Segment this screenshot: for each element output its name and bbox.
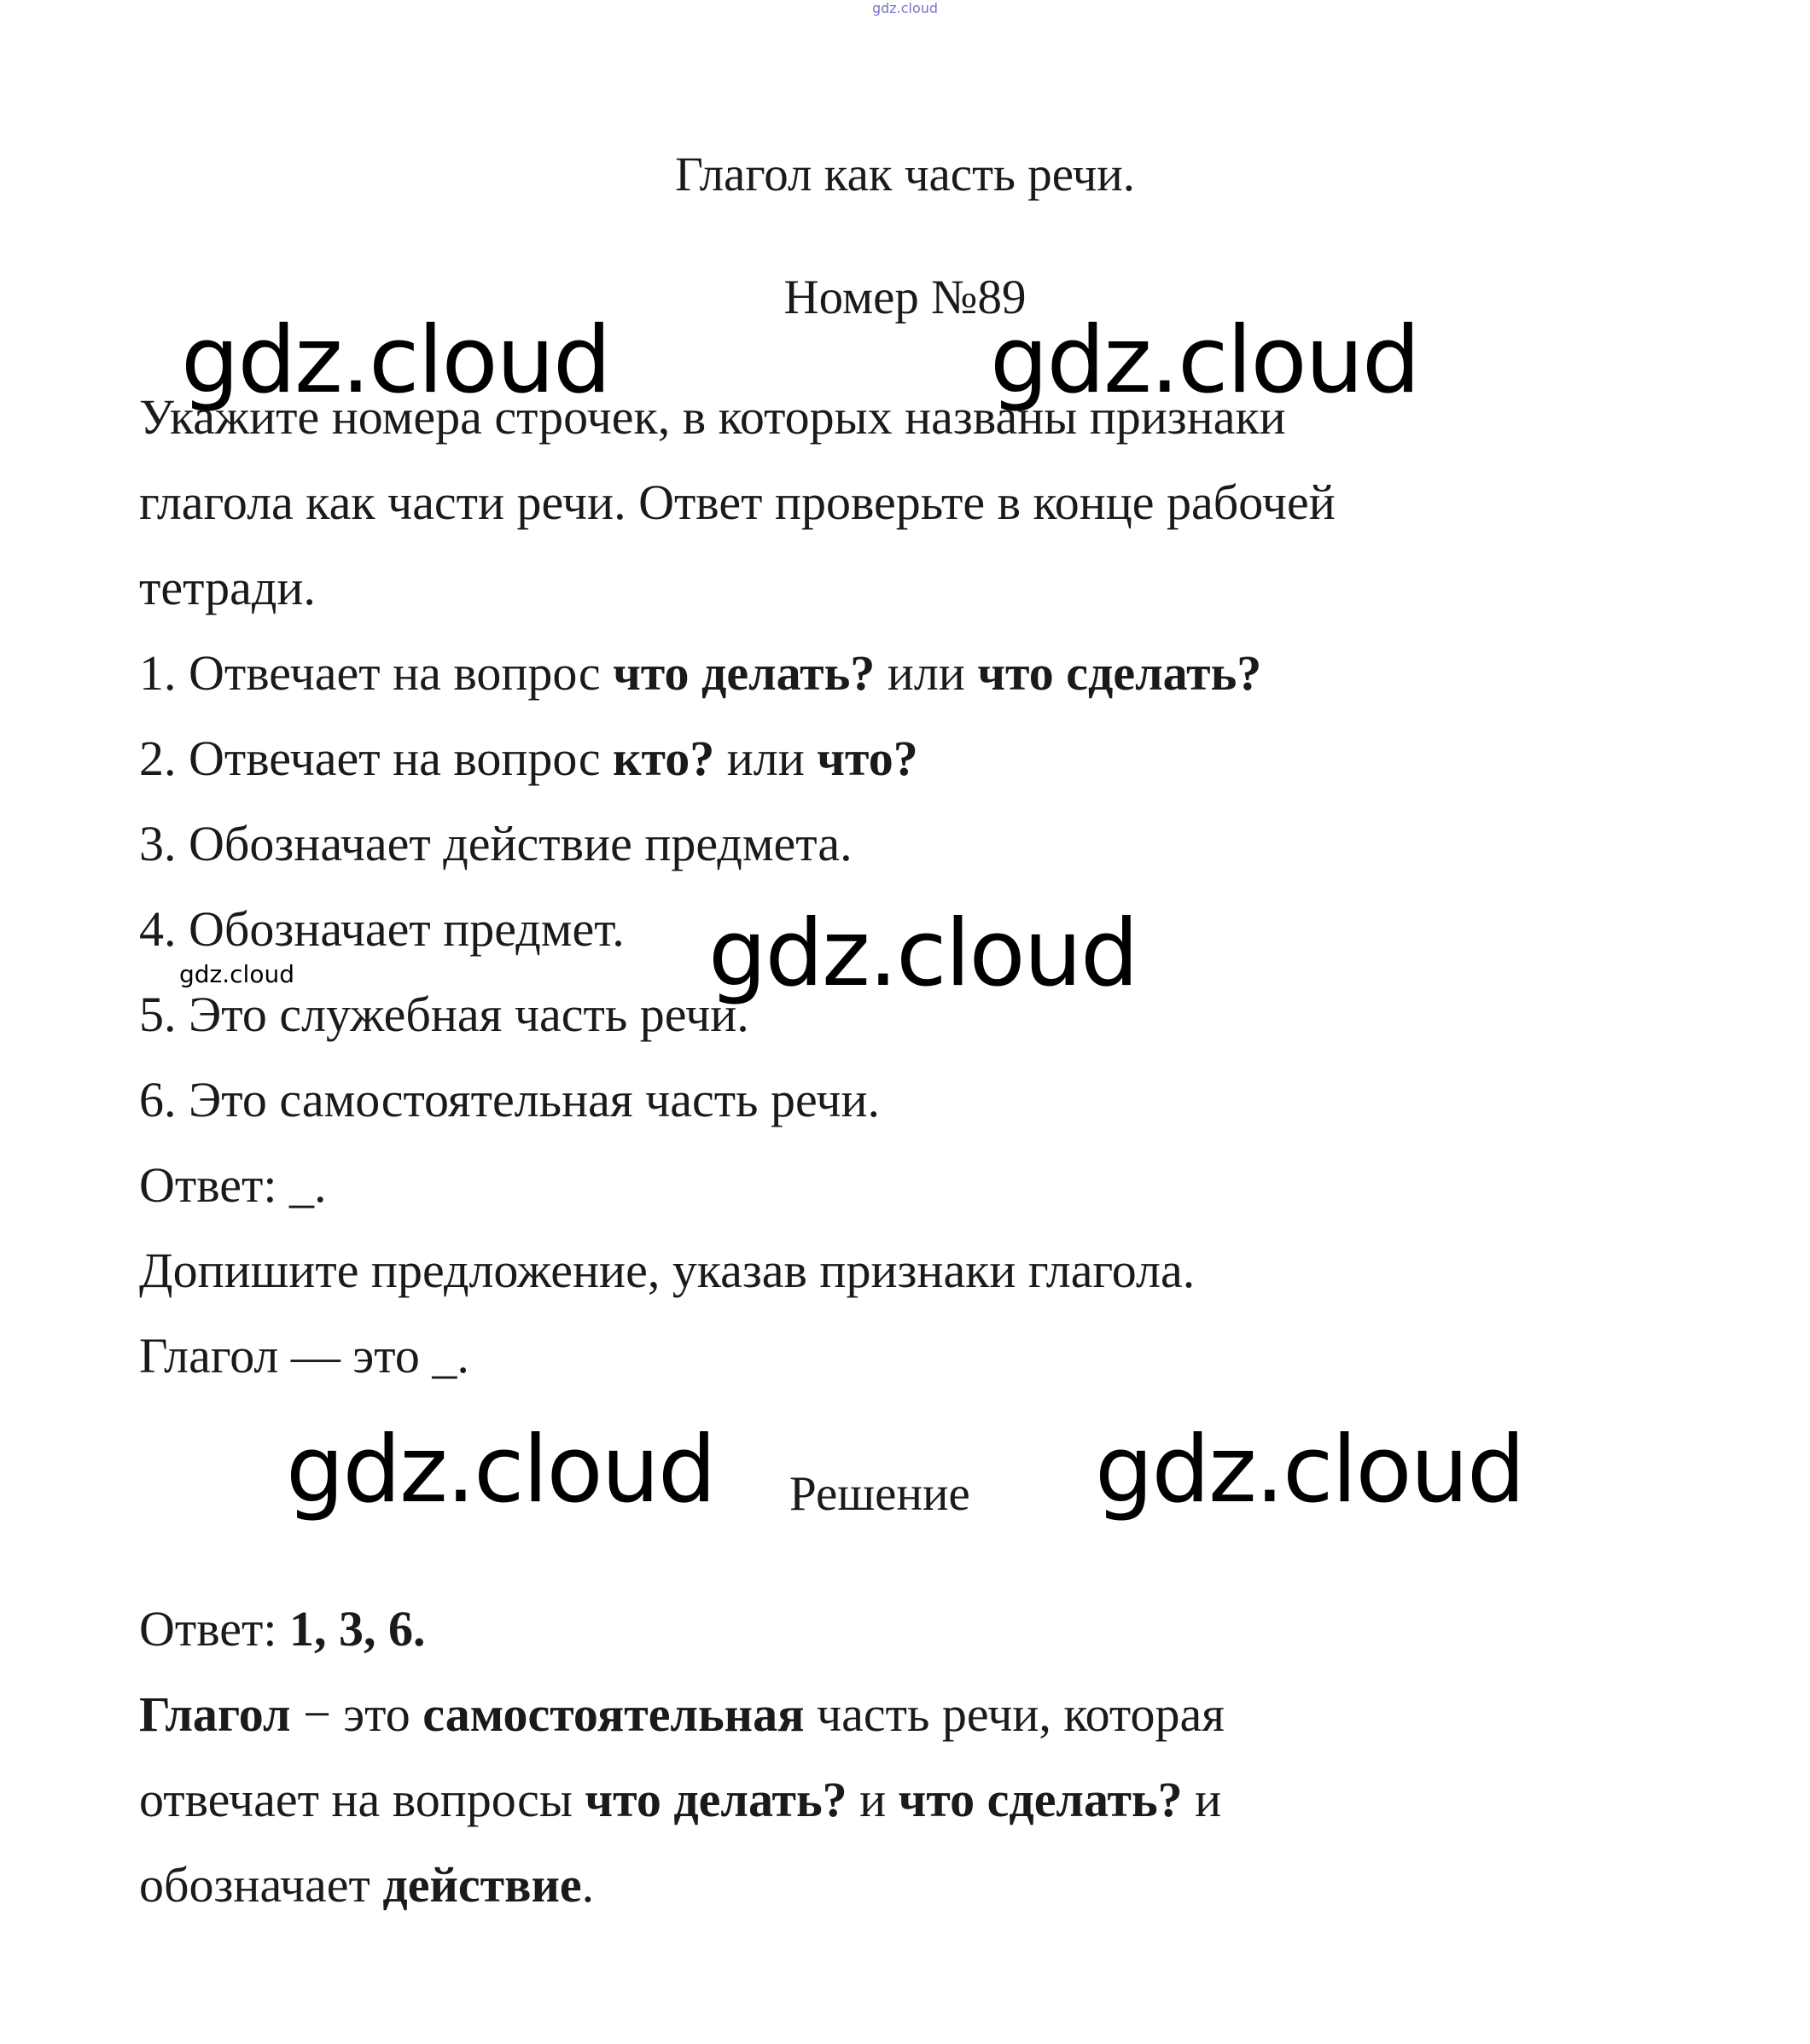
- watermark-top: gdz.cloud: [871, 0, 939, 16]
- watermark: gdz.cloud: [286, 1417, 715, 1523]
- def-bold: что делать?: [585, 1772, 847, 1827]
- list-item-5: 5. Это служебная часть речи.: [139, 987, 749, 1042]
- definition-line3: [139, 1857, 595, 1913]
- def-text: часть речи, которая: [804, 1686, 1225, 1742]
- list-item-6: 6. Это самостоятельная часть речи.: [139, 1072, 881, 1127]
- watermark: gdz.cloud: [1095, 1417, 1524, 1523]
- def-bold: что сделать?: [898, 1772, 1183, 1827]
- item-question: что сделать?: [977, 645, 1262, 701]
- list-item-3: 3. Обозначает действие предмета.: [139, 816, 853, 871]
- answer-blank: Ответ: _.: [139, 1157, 327, 1213]
- def-text: и: [1182, 1772, 1222, 1827]
- item-question: кто?: [613, 731, 715, 786]
- list-item-1: [139, 645, 1262, 701]
- solution-answer: [139, 1601, 426, 1657]
- exercise-number: Номер №89: [783, 271, 1027, 324]
- def-text: .: [581, 1857, 595, 1913]
- page-title: Глагол как часть речи.: [674, 148, 1136, 201]
- task-intro-line1: Укажите номера строчек, в которых названы признаки: [139, 389, 1286, 445]
- def-bold: действие: [382, 1857, 582, 1913]
- list-item-4: 4. Обозначает предмет.: [139, 901, 625, 957]
- answer-label: Ответ:: [139, 1601, 289, 1657]
- answer-value: 1, 3, 6.: [288, 1601, 426, 1657]
- item-question: что?: [817, 731, 918, 786]
- solution-heading: Решение: [789, 1467, 970, 1521]
- item-text: или: [714, 731, 818, 786]
- verb-blank: Глагол — это _.: [139, 1328, 469, 1383]
- def-bold: самостоятельная: [422, 1686, 805, 1742]
- definition-line2: [139, 1772, 1222, 1827]
- task-intro-line3: тетради.: [139, 560, 316, 615]
- item-text: или: [875, 645, 978, 701]
- list-item-2: [139, 731, 918, 786]
- complete-instruction: Допишите предложение, указав признаки глагола.: [139, 1243, 1196, 1298]
- def-text: − это: [290, 1686, 423, 1742]
- item-question: что делать?: [613, 645, 876, 701]
- item-text: 1. Отвечает на вопрос: [139, 645, 614, 701]
- watermark: gdz.cloud: [181, 307, 610, 414]
- item-text: 2. Отвечает на вопрос: [139, 731, 614, 786]
- def-term: Глагол: [139, 1686, 291, 1742]
- watermark: gdz.cloud: [990, 307, 1419, 414]
- def-text: отвечает на вопросы: [139, 1772, 585, 1827]
- def-text: и: [847, 1772, 899, 1827]
- def-text: обозначает: [139, 1857, 383, 1913]
- definition-line1: [139, 1686, 1225, 1742]
- task-intro-line2: глагола как части речи. Ответ проверьте в конце рабочей: [139, 475, 1336, 530]
- watermark: gdz.cloud: [708, 900, 1138, 1007]
- watermark-small: gdz.cloud: [179, 960, 294, 988]
